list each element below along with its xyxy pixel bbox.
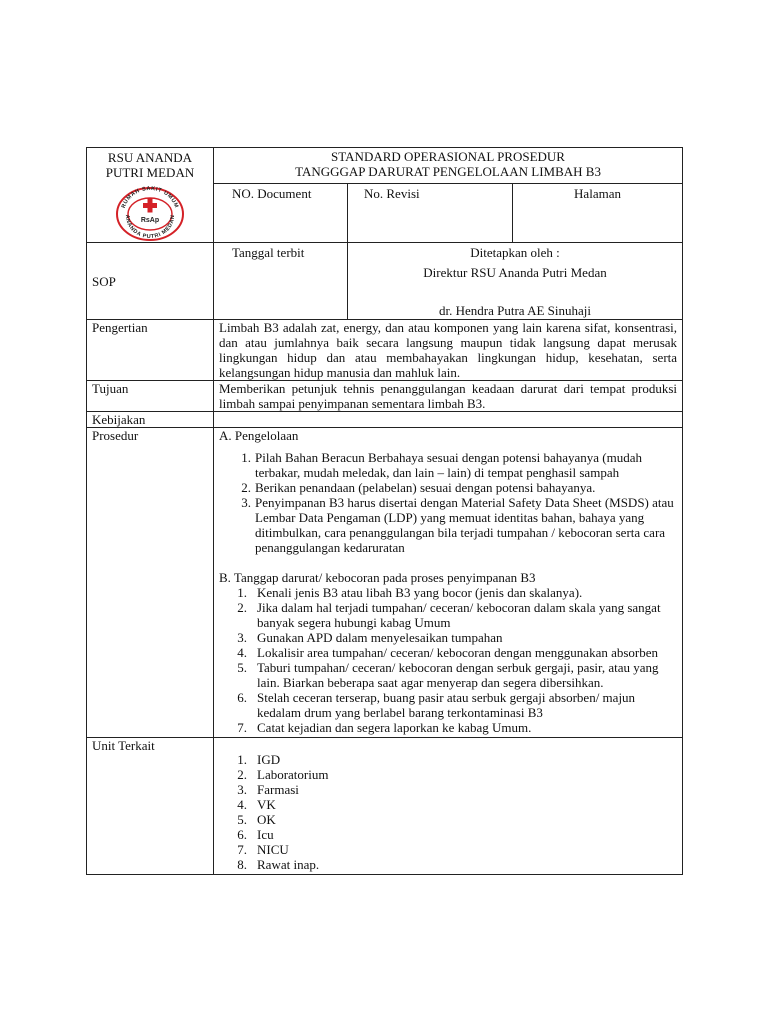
tujuan-text: Memberikan petunjuk tehnis penanggulangan keadaan darurat dari tempat produksi limbah sampai penyimpanan sementara limbah B3.: [214, 381, 683, 412]
no-document-label: NO. Document: [232, 185, 312, 201]
list-item: 4. VK: [237, 797, 276, 812]
prosedur-label-cell: [87, 428, 214, 738]
document-title: [214, 148, 683, 184]
section-b-title: B. Tanggap darurat/ kebocoran pada proses penyimpanan B3: [219, 570, 536, 585]
list-item: 2. Jika dalam hal terjadi tumpahan/ ceceran/ kebocoran dalam skala yang sangat banyak segera hubungi kabag Umum: [237, 600, 661, 630]
pengertian-label-cell: [87, 320, 214, 381]
unit-list: [219, 752, 677, 872]
list-item: 3. Farmasi: [237, 782, 299, 797]
signatory-name: dr. Hendra Putra AE Sinuhaji: [439, 303, 592, 318]
hospital-name-line2: PUTRI MEDAN: [105, 165, 195, 180]
tanggal-terbit-label: Tanggal terbit: [232, 245, 305, 260]
svg-text:RUMAH SAKIT UMUM: RUMAH SAKIT UMUM: [120, 186, 180, 210]
list-item: 2. Laboratorium: [237, 767, 329, 782]
direktur-label: Direktur RSU Ananda Putri Medan: [423, 265, 607, 280]
sop-label: SOP: [92, 273, 116, 289]
ditetapkan-label: Ditetapkan oleh :: [470, 245, 560, 260]
hospital-logo: [92, 186, 208, 242]
svg-text:RsAp: RsAp: [140, 217, 160, 224]
sop-table: [86, 147, 683, 875]
section-b-list: [219, 585, 677, 735]
section-a-title: A. Pengelolaan: [219, 428, 299, 443]
list-item: 1. Pilah Bahan Beracun Berbahaya sesuai dengan potensi bahayanya (mudah terbakar, mudah meledak, dan lain – lain) di tempat penghasil sampah: [241, 450, 642, 480]
list-item: 5. Taburi tumpahan/ ceceran/ kebocoran dengan serbuk gergaji, pasir, atau yang lain. Biarkan beberapa saat agar menyerap dan segera dibersihkan.: [237, 660, 659, 690]
pengertian-label: Pengertian: [92, 320, 148, 335]
unit-terkait-content: [214, 738, 683, 875]
list-item: 1. IGD: [237, 752, 281, 767]
list-item: 4. Lokalisir area tumpahan/ ceceran/ kebocoran dengan menggunakan absorben: [237, 645, 659, 660]
no-revisi-cell: [348, 183, 513, 242]
kebijakan-label-cell: [87, 412, 214, 428]
list-item: 6. Icu: [237, 827, 274, 842]
section-a-list: [219, 450, 677, 555]
list-item: 6. Stelah ceceran terserap, buang pasir atau serbuk gergaji absorben/ majun kedalam drum yang berlabel barang terkontaminasi B3: [237, 690, 636, 720]
tanggal-terbit-cell: [214, 243, 348, 320]
list-item: 7. NICU: [237, 842, 289, 857]
halaman-cell: [513, 183, 683, 242]
halaman-label: Halaman: [574, 185, 621, 201]
sop-label-cell: [87, 243, 214, 320]
hospital-cell: [87, 148, 214, 243]
title-line1: STANDARD OPERASIONAL PROSEDUR: [331, 149, 565, 164]
title-line2: TANGGGAP DARURAT PENGELOLAAN LIMBAH B3: [295, 164, 601, 179]
hospital-name-line1: RSU ANANDA: [107, 150, 193, 165]
svg-text:ANANDA PUTRI MEDAN: ANANDA PUTRI MEDAN: [123, 214, 177, 241]
tujuan-label: Tujuan: [92, 381, 129, 396]
list-item: 1. Kenali jenis B3 atau libah B3 yang bocor (jenis dan skalanya).: [237, 585, 583, 600]
no-document-cell: [214, 183, 348, 242]
tujuan-label-cell: [87, 381, 214, 412]
prosedur-label: Prosedur: [92, 428, 139, 443]
unit-terkait-label-cell: [87, 738, 214, 875]
list-item: 3. Penyimpanan B3 harus disertai dengan Material Safety Data Sheet (MSDS) atau Lembar Data Pengaman (LDP) yang memuat identitas bahan, bahaya yang ditimbulkan, cara penanggulangan bila terjadi tumpahan / kebocoran serta cara penanggulangan kedaruratan: [241, 495, 674, 555]
kebijakan-label: Kebijakan: [92, 412, 146, 427]
prosedur-content: [214, 428, 683, 738]
pengertian-text: Limbah B3 adalah zat, energy, dan atau komponen yang lain karena sifat, konsentrasi, dan atau jumlahnya baik secara langsung maupun tidak langsung dapat merusak lingkungan hidup dan atau membahayakan lingkungan hidup, kesehatan, serta kelangsungan hidup manusia dan mahluk lain.: [214, 320, 683, 381]
list-item: 8. Rawat inap.: [237, 857, 320, 872]
kebijakan-text: [214, 412, 683, 428]
no-revisi-label: No. Revisi: [364, 185, 420, 201]
unit-terkait-label: Unit Terkait: [92, 738, 155, 753]
ditetapkan-cell: [348, 243, 683, 320]
list-item: 3. Gunakan APD dalam menyelesaikan tumpahan: [237, 630, 503, 645]
list-item: 2. Berikan penandaan (pelabelan) sesuai dengan potensi bahayanya.: [241, 480, 596, 495]
list-item: 7. Catat kejadian dan segera laporkan ke kabag Umum.: [237, 720, 532, 735]
list-item: 5. OK: [237, 812, 276, 827]
